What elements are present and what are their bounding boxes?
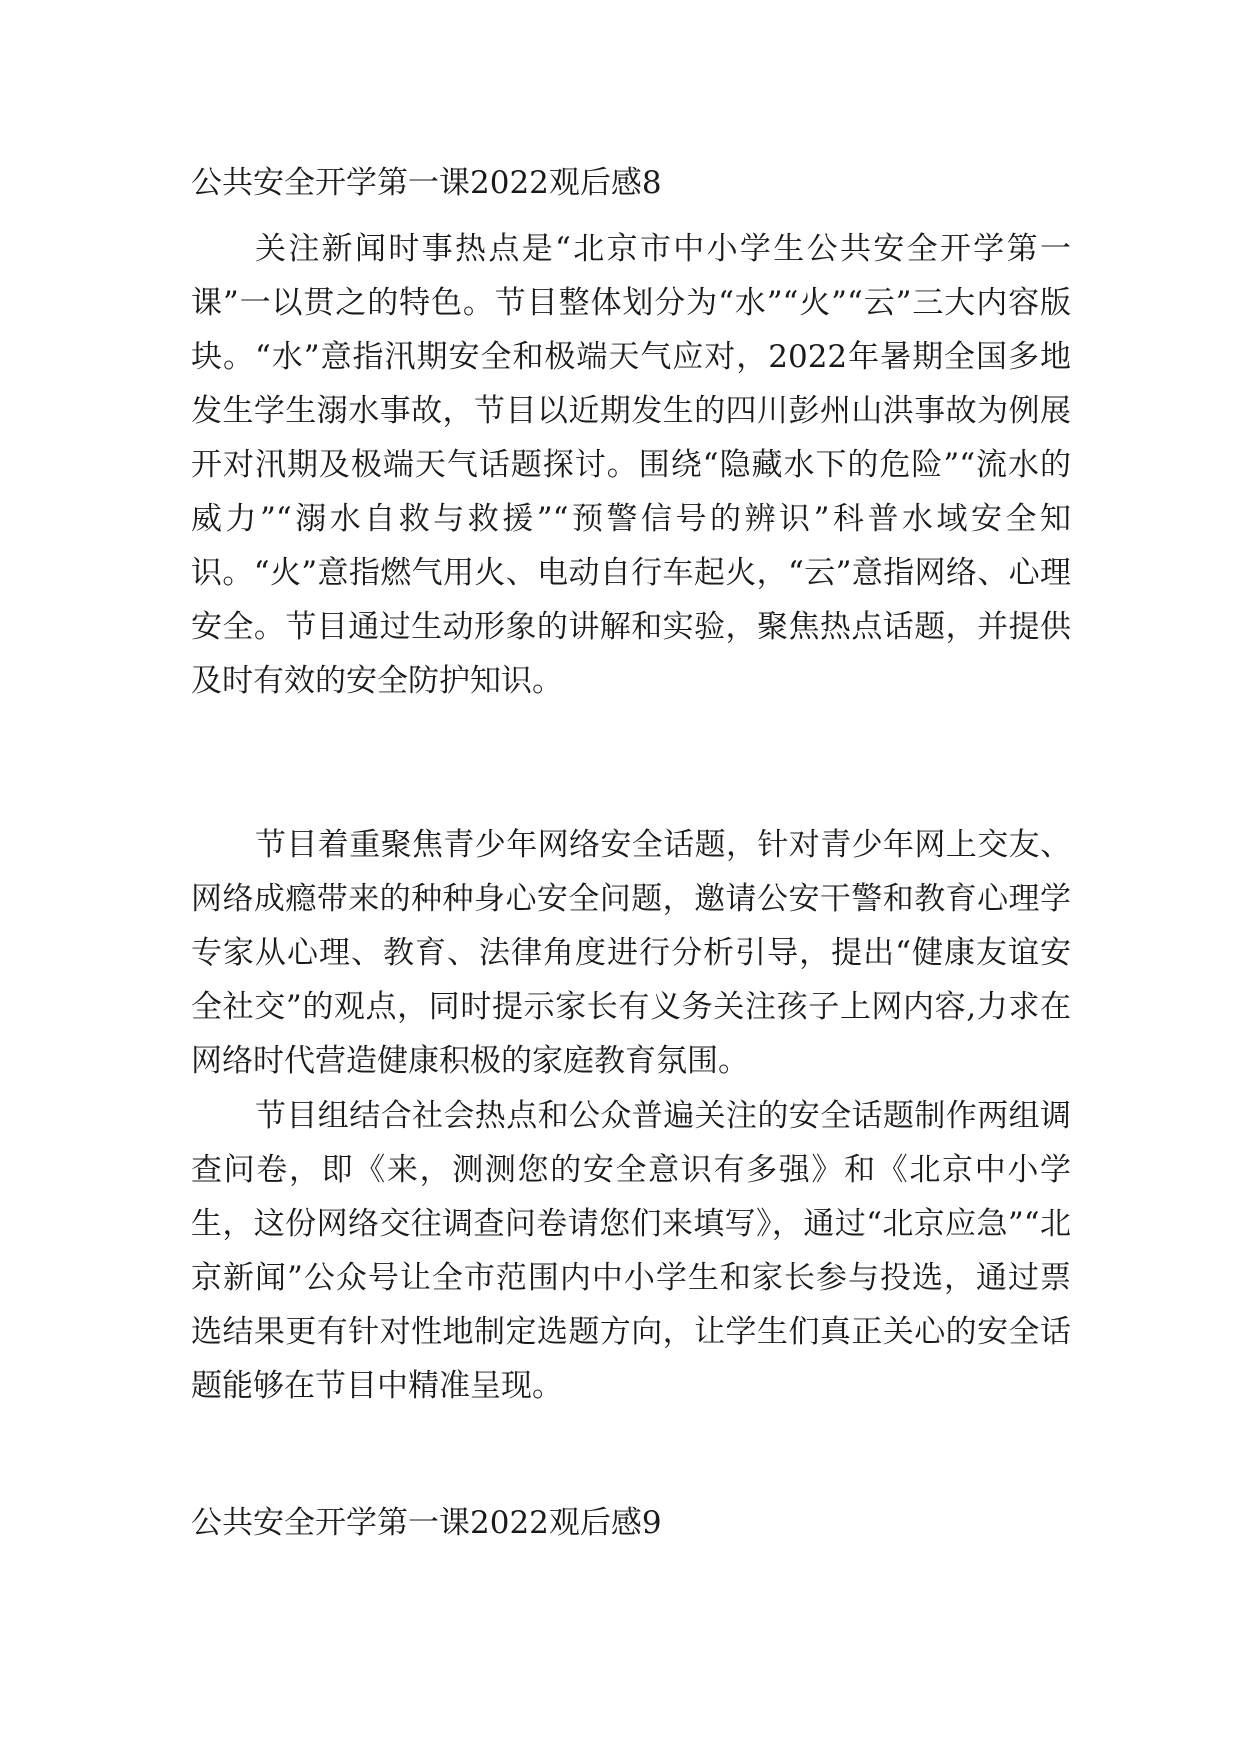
section-heading-9: 公共安全开学第一课2022观后感9: [191, 1505, 662, 1541]
section-heading-8: 公共安全开学第一课2022观后感8: [191, 165, 662, 201]
paragraph-3: 节目组结合社会热点和公众普遍关注的安全话题制作两组调查问卷，即《来，测测您的安全意识有多强》和《北京中小学生，这份网络交往调查问卷请您们来填写》，通过“北京应急”“北京新闻”公众号让全市范围内中小学生和家长参与投选，通过票选结果更有针对性地制定选题方向，让学生们真正关心的安全话题能够在节目中精准呈现。: [191, 1098, 1071, 1404]
paragraph-1: 关注新闻时事热点是“北京市中小学生公共安全开学第一课”一以贯之的特色。节目整体划分为“水”“火”“云”三大内容版块。“水”意指汛期安全和极端天气应对，2022年暑期全国多地发生学生溺水事故，节目以近期发生的四川彭州山洪事故为例展开对汛期及极端天气话题探讨。围绕“隐藏水下的危险”“流水的威力”“溺水自救与救援”“预警信号的辨识”科普水域安全知识。“火”意指燃气用火、电动自行车起火，“云”意指网络、心理安全。节目通过生动形象的讲解和实验，聚焦热点话题，并提供及时有效的安全防护知识。: [191, 231, 1071, 699]
paragraph-2: 节目着重聚焦青少年网络安全话题，针对青少年网上交友、网络成瘾带来的种种身心安全问题，邀请公安干警和教育心理学专家从心理、教育、法律角度进行分析引导，提出“健康友谊安全社交”的观点，同时提示家长有义务关注孩子上网内容,力求在网络时代营造健康积极的家庭教育氛围。: [191, 827, 1071, 1079]
